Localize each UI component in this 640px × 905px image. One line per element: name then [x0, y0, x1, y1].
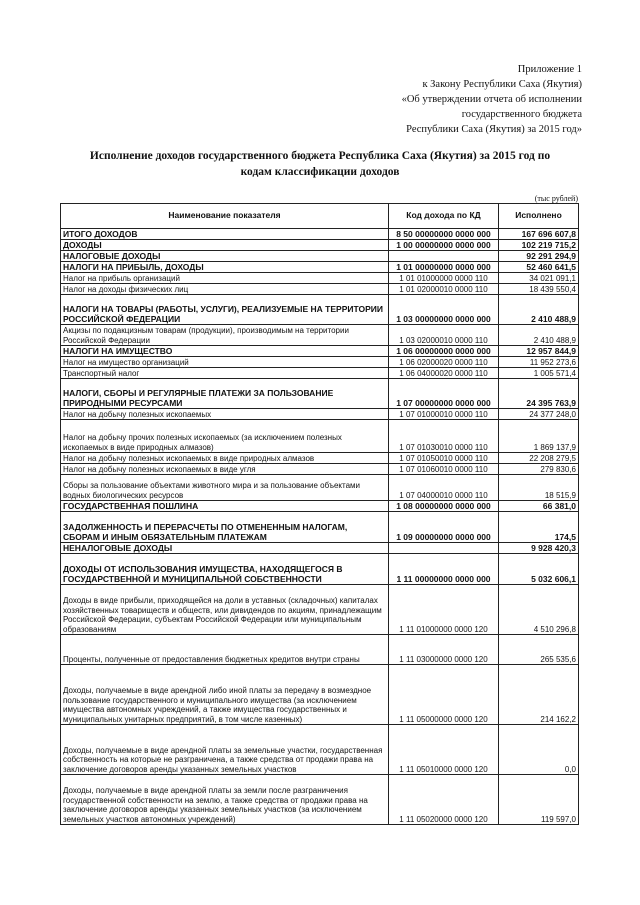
row-value: 24 377 248,0 [499, 409, 579, 420]
appendix-line: к Закону Республики Саха (Якутия) [422, 79, 582, 90]
row-name: Сборы за пользование объектами животного мира и за пользование объектами водных биологических ресурсов [61, 475, 389, 501]
table-row [61, 775, 579, 825]
appendix-note [402, 62, 582, 137]
table-row [61, 357, 579, 368]
row-value: 52 460 641,5 [499, 262, 579, 273]
row-code: 1 07 01060010 0000 110 [389, 464, 499, 475]
row-value: 0,0 [499, 725, 579, 775]
appendix-line: государственного бюджета [461, 109, 582, 120]
row-value: 1 869 137,9 [499, 420, 579, 453]
row-value: 12 957 844,9 [499, 346, 579, 357]
row-code: 1 06 04000020 0000 110 [389, 368, 499, 379]
table-row [61, 346, 579, 357]
table-row [61, 635, 579, 665]
row-code: 1 11 05000000 0000 120 [389, 665, 499, 725]
row-value: 1 005 571,4 [499, 368, 579, 379]
row-code: 1 11 03000000 0000 120 [389, 635, 499, 665]
row-name: Проценты, полученные от предоставления бюджетных кредитов внутри страны [61, 635, 389, 665]
row-name: Налог на прибыль организаций [61, 273, 389, 284]
row-name: Доходы, получаемые в виде арендной либо иной платы за передачу в возмездное пользование государственного и муниципального имущества (за исключением имущества автономных учреждений, а также имущества государственных и муниципальных унитарных предприятий, в том числе казенных) [61, 665, 389, 725]
table-row [61, 585, 579, 635]
row-name: НАЛОГИ НА ПРИБЫЛЬ, ДОХОДЫ [61, 262, 389, 273]
row-name: Доходы в виде прибыли, приходящейся на доли в уставных (складочных) капиталах хозяйственных товариществ и обществ, или дивидендов по акциям, принадлежащим Российской Федерации, субъектам Российской Федерации или муниципальным образованиям [61, 585, 389, 635]
row-name: ДОХОДЫ ОТ ИСПОЛЬЗОВАНИЯ ИМУЩЕСТВА, НАХОДЯЩЕГОСЯ В ГОСУДАРСТВЕННОЙ И МУНИЦИПАЛЬНОЙ СОБСТВЕННОСТИ [61, 554, 389, 585]
table-row [61, 409, 579, 420]
row-code: 1 08 00000000 0000 000 [389, 501, 499, 512]
table-row [61, 379, 579, 409]
table-row [61, 368, 579, 379]
appendix-line: Приложение 1 [517, 64, 582, 75]
header-value: Исполнено [499, 204, 579, 229]
table-header-row [61, 204, 579, 229]
row-code: 1 11 01000000 0000 120 [389, 585, 499, 635]
row-name: НЕНАЛОГОВЫЕ ДОХОДЫ [61, 543, 389, 554]
row-name: НАЛОГИ НА ИМУЩЕСТВО [61, 346, 389, 357]
table-row [61, 229, 579, 240]
row-value: 66 381,0 [499, 501, 579, 512]
row-value: 167 696 607,8 [499, 229, 579, 240]
row-name: ДОХОДЫ [61, 240, 389, 251]
appendix-line: Республики Саха (Якутия) за 2015 год» [406, 124, 582, 135]
row-value: 34 021 091,1 [499, 273, 579, 284]
row-code: 1 07 01000010 0000 110 [389, 409, 499, 420]
row-code: 8 50 00000000 0000 000 [389, 229, 499, 240]
row-value: 5 032 606,1 [499, 554, 579, 585]
row-value: 265 535,6 [499, 635, 579, 665]
row-code [389, 251, 499, 262]
table-row [61, 262, 579, 273]
row-value: 18 515,9 [499, 475, 579, 501]
row-code: 1 09 00000000 0000 000 [389, 512, 499, 543]
title-line: Исполнение доходов государственного бюджета Республика Саха (Якутия) за 2015 год по [89, 150, 551, 162]
row-value: 174,5 [499, 512, 579, 543]
row-code: 1 06 00000000 0000 000 [389, 346, 499, 357]
row-value: 92 291 294,9 [499, 251, 579, 262]
row-value: 24 395 763,9 [499, 379, 579, 409]
row-value: 22 208 279,5 [499, 453, 579, 464]
row-value: 18 439 550,4 [499, 284, 579, 295]
table-row [61, 273, 579, 284]
row-name: Доходы, получаемые в виде арендной платы за земельные участки, государственная собственность на которые не разграничена, а также средства от продажи права на заключение договоров аренды указанных земельных участков [61, 725, 389, 775]
table-row [61, 665, 579, 725]
table-row [61, 420, 579, 453]
units-note: (тыс рублей) [534, 194, 578, 203]
title-line: кодам классификации доходов [240, 166, 400, 178]
row-name: Налог на добычу полезных ископаемых [61, 409, 389, 420]
row-name: НАЛОГОВЫЕ ДОХОДЫ [61, 251, 389, 262]
document-title [40, 148, 600, 180]
table-row [61, 554, 579, 585]
appendix-line: «Об утверждении отчета об исполнении [401, 94, 582, 105]
row-name: Налог на имущество организаций [61, 357, 389, 368]
row-name: ЗАДОЛЖЕННОСТЬ И ПЕРЕРАСЧЕТЫ ПО ОТМЕНЕННЫМ НАЛОГАМ, СБОРАМ И ИНЫМ ОБЯЗАТЕЛЬНЫМ ПЛАТЕЖАМ [61, 512, 389, 543]
table-row [61, 295, 579, 325]
row-code: 1 11 05020000 0000 120 [389, 775, 499, 825]
row-code: 1 07 04000010 0000 110 [389, 475, 499, 501]
table-row [61, 725, 579, 775]
row-code: 1 03 00000000 0000 000 [389, 295, 499, 325]
row-value: 102 219 715,2 [499, 240, 579, 251]
table-row [61, 284, 579, 295]
row-code: 1 01 00000000 0000 000 [389, 262, 499, 273]
row-name: НАЛОГИ НА ТОВАРЫ (РАБОТЫ, УСЛУГИ), РЕАЛИЗУЕМЫЕ НА ТЕРРИТОРИИ РОССИЙСКОЙ ФЕДЕРАЦИИ [61, 295, 389, 325]
row-value: 2 410 488,9 [499, 325, 579, 346]
row-value: 279 830,6 [499, 464, 579, 475]
row-name: Налог на добычу полезных ископаемых в виде природных алмазов [61, 453, 389, 464]
table-row [61, 453, 579, 464]
table-row [61, 475, 579, 501]
row-value: 11 952 273,6 [499, 357, 579, 368]
row-name: Акцизы по подакцизным товарам (продукции), производимым на территории Российской Федерации [61, 325, 389, 346]
row-code: 1 07 01050010 0000 110 [389, 453, 499, 464]
row-name: Транспортный налог [61, 368, 389, 379]
row-value: 119 597,0 [499, 775, 579, 825]
row-name: Налог на добычу прочих полезных ископаемых (за исключением полезных ископаемых в виде природных алмазов) [61, 420, 389, 453]
table-row [61, 543, 579, 554]
row-value: 214 162,2 [499, 665, 579, 725]
row-value: 9 928 420,3 [499, 543, 579, 554]
row-code: 1 00 00000000 0000 000 [389, 240, 499, 251]
row-code: 1 07 00000000 0000 000 [389, 379, 499, 409]
row-name: НАЛОГИ, СБОРЫ И РЕГУЛЯРНЫЕ ПЛАТЕЖИ ЗА ПОЛЬЗОВАНИЕ ПРИРОДНЫМИ РЕСУРСАМИ [61, 379, 389, 409]
row-name: Доходы, получаемые в виде арендной платы за земли после разграничения государственной собственности на землю, а также средства от продажи права на заключение договоров аренды указанных земельных участков (за исключением земельных участков автономных учреждений) [61, 775, 389, 825]
row-value: 4 510 296,8 [499, 585, 579, 635]
row-name: Налог на доходы физических лиц [61, 284, 389, 295]
table-row [61, 240, 579, 251]
table-row [61, 512, 579, 543]
row-code: 1 06 02000020 0000 110 [389, 357, 499, 368]
table-row [61, 325, 579, 346]
row-code: 1 11 05010000 0000 120 [389, 725, 499, 775]
row-value: 2 410 488,9 [499, 295, 579, 325]
row-name: Налог на добычу полезных ископаемых в виде угля [61, 464, 389, 475]
table-row [61, 464, 579, 475]
header-name: Наименование показателя [61, 204, 389, 229]
row-code: 1 01 01000000 0000 110 [389, 273, 499, 284]
header-code: Код дохода по КД [389, 204, 499, 229]
row-code: 1 11 00000000 0000 000 [389, 554, 499, 585]
row-code: 1 07 01030010 0000 110 [389, 420, 499, 453]
row-code: 1 01 02000010 0000 110 [389, 284, 499, 295]
table-row [61, 251, 579, 262]
table-row [61, 501, 579, 512]
row-code [389, 543, 499, 554]
row-code: 1 03 02000010 0000 110 [389, 325, 499, 346]
row-name: ГОСУДАРСТВЕННАЯ ПОШЛИНА [61, 501, 389, 512]
revenue-table [60, 203, 579, 825]
row-name: ИТОГО ДОХОДОВ [61, 229, 389, 240]
